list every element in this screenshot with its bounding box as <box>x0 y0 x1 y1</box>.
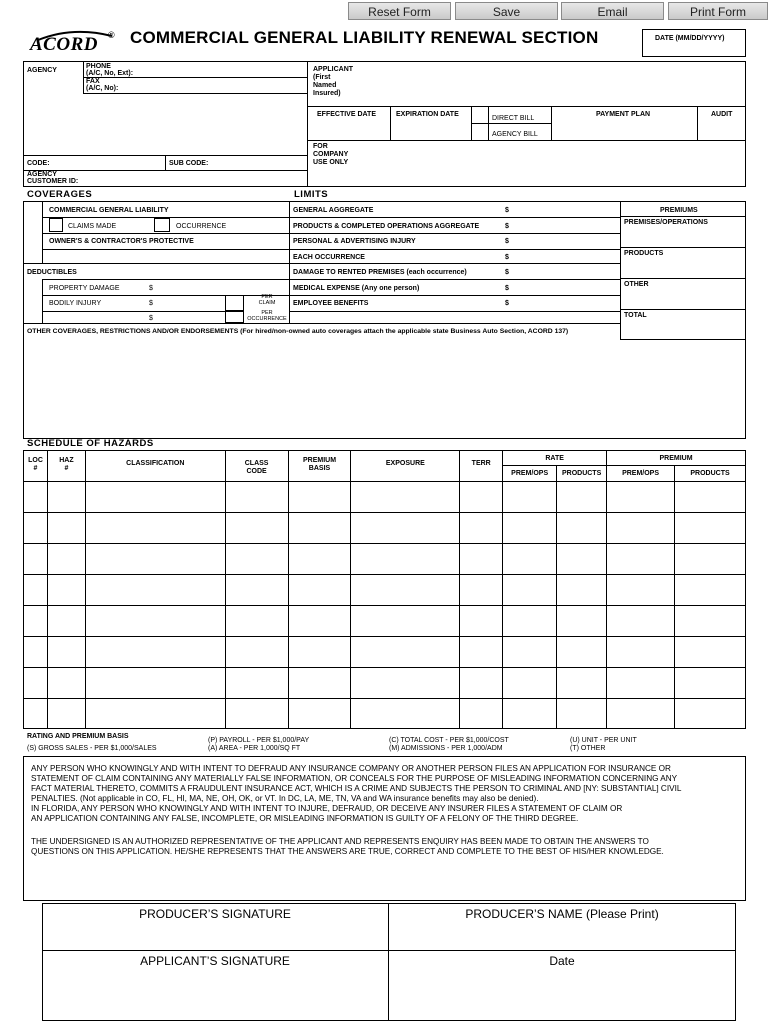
terr-header: TERR <box>460 451 503 482</box>
other-label: OTHER <box>624 281 649 288</box>
customer-id-label: CUSTOMER ID: <box>27 178 79 185</box>
expiration-date-label: EXPIRATION DATE <box>396 111 459 118</box>
medical-expense-label: MEDICAL EXPENSE (Any one person) <box>293 285 420 292</box>
basis-gross-sales: (S) GROSS SALES - PER $1,000/SALES <box>27 745 157 752</box>
applicant-label: APPLICANT <box>313 66 354 73</box>
general-aggregate-label: GENERAL AGGREGATE <box>293 207 374 214</box>
premiums-title: PREMIUMS <box>660 207 698 214</box>
date-field[interactable] <box>642 29 746 57</box>
dollar-sign: $ <box>505 207 509 214</box>
effective-date-label: EFFECTIVE DATE <box>317 111 376 118</box>
fraud-line-1: ANY PERSON WHO KNOWINGLY AND WITH INTENT TO DEFRAUD ANY INSURANCE COMPANY OR ANOTHER PERSON FILES AN APPLICATION FOR INSURANCE OR <box>31 764 671 773</box>
claims-made-checkbox[interactable] <box>49 218 63 232</box>
named-label: Named <box>313 82 337 89</box>
class-code-header: CLASS CODE <box>225 451 288 482</box>
code-label: CODE: <box>27 160 50 167</box>
basis-admissions: (M) ADMISSIONS - PER 1,000/ADM <box>389 745 503 752</box>
sub-code-label: SUB CODE: <box>169 160 209 167</box>
damage-rented-label: DAMAGE TO RENTED PREMISES (each occurrence) <box>293 269 467 276</box>
acord-logo <box>28 30 118 63</box>
producer-signature-label: PRODUCER’S SIGNATURE <box>139 907 291 921</box>
classification-header: CLASSIFICATION <box>85 451 225 482</box>
rating-basis-title: RATING AND PREMIUM BASIS <box>27 733 129 740</box>
per-claim-checkbox[interactable] <box>225 295 244 311</box>
dollar-sign: $ <box>149 315 153 322</box>
basis-other: (T) OTHER <box>570 745 606 752</box>
agency-bill-label: AGENCY BILL <box>492 131 538 138</box>
employee-benefits-label: EMPLOYEE BENEFITS <box>293 300 369 307</box>
basis-unit: (U) UNIT - PER UNIT <box>570 737 637 744</box>
per-claim-label: PER CLAIM <box>258 294 276 306</box>
agency-label: AGENCY <box>27 67 57 74</box>
phone-sub-label: (A/C, No, Ext): <box>86 70 134 77</box>
fraud-line-2: STATEMENT OF CLAIM CONTAINING ANY MATERIALLY FALSE INFORMATION, OR CONCEALS FOR THE PURPOSE OF MISLEADING INFORMATION CONCERNING ANY <box>31 774 678 783</box>
fax-label: FAX <box>86 78 100 85</box>
rate-premops-header: PREM/OPS <box>503 466 557 482</box>
dollar-sign: $ <box>505 300 509 307</box>
occurrence-checkbox[interactable] <box>154 218 170 232</box>
total-label: TOTAL <box>624 312 647 319</box>
deductibles-title: DEDUCTIBLES <box>27 269 77 276</box>
direct-bill-label: DIRECT BILL <box>492 115 535 122</box>
cgl-label: COMMERCIAL GENERAL LIABILITY <box>49 207 169 214</box>
undersigned-line-1: THE UNDERSIGNED IS AN AUTHORIZED REPRESENTATIVE OF THE APPLICANT AND REPRESENTS ENQUIRY HAS BEEN MADE TO OBTAIN THE ANSWERS TO <box>31 837 649 846</box>
first-label: (First <box>313 74 331 81</box>
reset-form-button[interactable]: Reset Form <box>348 2 451 20</box>
use-only-label: USE ONLY <box>313 159 349 166</box>
date-signature-label: Date <box>549 954 575 968</box>
premium-products-header: PRODUCTS <box>675 466 746 482</box>
undersigned-line-2: QUESTIONS ON THIS APPLICATION. HE/SHE REPRESENTS THAT THE ANSWERS ARE TRUE, CORRECT AND COMPLETE TO THE BEST OF HIS/HER KNOWLEDGE. <box>31 847 664 856</box>
for-label: FOR <box>313 143 328 150</box>
fax-sub-label: (A/C, No): <box>86 85 119 92</box>
table-row[interactable] <box>24 482 746 513</box>
premium-basis-header: PREMIUM BASIS <box>288 451 351 482</box>
occurrence-label: OCCURRENCE <box>176 223 227 230</box>
dollar-sign: $ <box>149 285 153 292</box>
dollar-sign: $ <box>505 238 509 245</box>
date-label: DATE (MM/DD/YYYY) <box>655 35 725 42</box>
registered-mark: ® <box>108 30 115 40</box>
company-label: COMPANY <box>313 151 349 158</box>
producer-name-label: PRODUCER’S NAME (Please Print) <box>465 907 659 921</box>
basis-payroll: (P) PAYROLL - PER $1,000/PAY <box>208 737 310 744</box>
coverages-title: COVERAGES <box>27 189 93 200</box>
table-row[interactable] <box>24 699 746 729</box>
table-row[interactable] <box>24 544 746 575</box>
loc-header: LOC # <box>24 451 48 482</box>
table-row[interactable] <box>24 637 746 668</box>
dollar-sign: $ <box>505 285 509 292</box>
other-coverages-label: OTHER COVERAGES, RESTRICTIONS AND/OR ENDORSEMENTS (For hired/non-owned auto coverages attach the applicable state Business Auto Section, ACORD 137) <box>27 328 569 335</box>
premium-premops-header: PREM/OPS <box>607 466 675 482</box>
table-row[interactable] <box>24 575 746 606</box>
premises-operations-label: PREMISES/OPERATIONS <box>624 219 708 226</box>
fraud-line-3: FACT MATERIAL THERETO, COMMITS A FRAUDULENT INSURANCE ACT, WHICH IS A CRIME AND SUBJECTS THE PERSON TO CRIMINAL AND [NY: SUBSTANTIAL] CIVIL <box>31 784 682 793</box>
dollar-sign: $ <box>505 223 509 230</box>
exposure-header: EXPOSURE <box>351 451 460 482</box>
email-button[interactable]: Email <box>561 2 664 20</box>
each-occurrence-label: EACH OCCURRENCE <box>293 254 365 261</box>
hazards-table <box>23 450 746 729</box>
property-damage-label: PROPERTY DAMAGE <box>49 285 120 292</box>
insured-label: Insured) <box>313 90 341 97</box>
products-label: PRODUCTS <box>624 250 664 257</box>
page-title: COMMERCIAL GENERAL LIABILITY RENEWAL SECTION <box>130 28 599 47</box>
logo-text: ACORD <box>30 34 98 55</box>
table-row[interactable] <box>24 606 746 637</box>
table-row[interactable] <box>24 668 746 699</box>
applicant-signature-label: APPLICANT’S SIGNATURE <box>140 954 290 968</box>
haz-header: HAZ # <box>47 451 85 482</box>
per-occurrence-label: PER OCCURRENCE <box>247 310 287 322</box>
agency-customer-label: AGENCY <box>27 171 57 178</box>
rate-products-header: PRODUCTS <box>557 466 607 482</box>
hazards-title: SCHEDULE OF HAZARDS <box>27 438 154 449</box>
fraud-line-4: PENALTIES. (Not applicable in CO, FL, HI, MA, NE, OH, OK, or VT. In DC, LA, ME, TN, VA and WA insurance benefits may also be denied). <box>31 794 539 803</box>
fraud-line-6: AN APPLICATION CONTAINING ANY FALSE, INCOMPLETE, OR MISLEADING INFORMATION IS GUILTY OF A FELONY OF THE THIRD DEGREE. <box>31 814 579 823</box>
claims-made-label: CLAIMS MADE <box>68 223 117 230</box>
fraud-line-5: IN FLORIDA, ANY PERSON WHO KNOWINGLY AND WITH INTENT TO INJURE, DEFRAUD, OR DECEIVE ANY INSURER FILES A STATEMENT OF CLAIM OR <box>31 804 623 813</box>
products-completed-label: PRODUCTS & COMPLETED OPERATIONS AGGREGATE <box>293 223 480 230</box>
limits-title: LIMITS <box>294 189 329 200</box>
payment-plan-label: PAYMENT PLAN <box>596 111 651 118</box>
phone-label: PHONE <box>86 63 111 70</box>
save-button[interactable]: Save <box>455 2 558 20</box>
dollar-sign: $ <box>505 269 509 276</box>
agency-applicant-box <box>23 61 746 187</box>
bodily-injury-label: BODILY INJURY <box>49 300 102 307</box>
dollar-sign: $ <box>149 300 153 307</box>
basis-area: (A) AREA - PER 1,000/SQ FT <box>208 745 301 752</box>
print-form-button[interactable]: Print Form <box>668 2 768 20</box>
other-coverages-field[interactable] <box>24 340 620 438</box>
audit-label: AUDIT <box>711 111 733 118</box>
dollar-sign: $ <box>505 254 509 261</box>
per-occurrence-checkbox[interactable] <box>225 311 244 323</box>
rate-header: RATE <box>503 451 607 466</box>
personal-advertising-label: PERSONAL & ADVERTISING INJURY <box>293 238 416 245</box>
premium-header: PREMIUM <box>607 451 746 466</box>
table-row[interactable] <box>24 513 746 544</box>
owners-contractors-label: OWNER'S & CONTRACTOR'S PROTECTIVE <box>49 238 194 245</box>
basis-total-cost: (C) TOTAL COST - PER $1,000/COST <box>389 737 509 744</box>
